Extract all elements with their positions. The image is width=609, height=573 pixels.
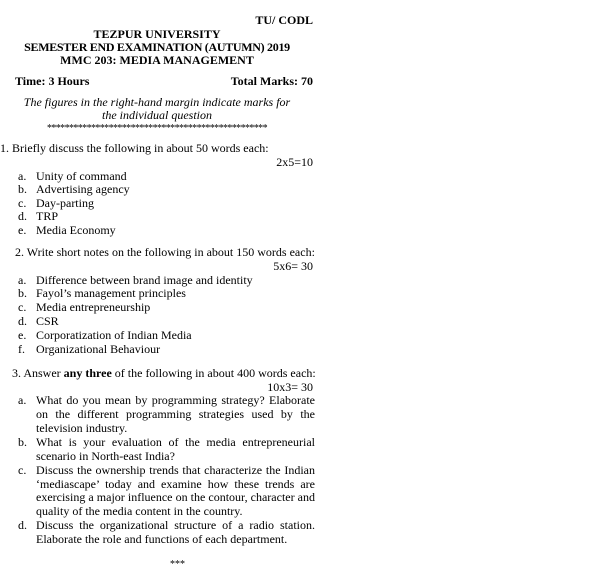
item-letter: a.: [18, 169, 27, 183]
prompt-text: of the following in about 400 words each:: [111, 366, 316, 380]
question-1-marks: 2x5=10: [276, 155, 313, 169]
total-marks: Total Marks: 70: [230, 74, 313, 88]
prompt-emphasis: any three: [63, 366, 112, 380]
item-line: Elaborate the role and functions of each department.: [36, 532, 288, 546]
list-item: Difference between brand image and identity: [36, 273, 253, 287]
question-3-prompt: [12, 366, 316, 380]
item-line: exercising a major influence on the contour, character and: [36, 490, 315, 504]
item-line: Discuss the organizational structure of a radio station.: [36, 518, 315, 532]
item-letter: a.: [18, 273, 27, 287]
list-item: Unity of command: [36, 169, 127, 183]
item-letter: a.: [18, 393, 27, 407]
item-letter: e.: [18, 223, 27, 237]
list-item: Media entrepreneurship: [36, 300, 151, 314]
item-line: What do you mean by programming strategy? Elaborate: [36, 393, 315, 407]
list-item: Corporatization of Indian Media: [36, 328, 192, 342]
exam-time: Time: 3 Hours: [15, 74, 90, 88]
institution-code: TU/ CODL: [255, 13, 313, 27]
exam-title: SEMESTER END EXAMINATION (AUTUMN) 2019: [24, 40, 290, 54]
question-2-marks: 5x6= 30: [273, 259, 313, 273]
item-letter: f.: [18, 342, 25, 356]
item-letter: d.: [18, 518, 27, 532]
item-letter: c.: [18, 300, 27, 314]
list-item: Fayol’s management principles: [36, 286, 186, 300]
item-letter: e.: [18, 328, 27, 342]
list-item: Organizational Behaviour: [36, 342, 161, 356]
item-line: ‘mediascape’ today and examine how these trends are: [36, 477, 315, 491]
university-name: TEZPUR UNIVERSITY: [93, 27, 221, 41]
item-letter: d.: [18, 314, 27, 328]
course-title: MMC 203: MEDIA MANAGEMENT: [60, 53, 254, 67]
list-item: Advertising agency: [36, 182, 130, 196]
list-item: Media Economy: [36, 223, 116, 237]
instructions-line-1: The figures in the right-hand margin indicate marks for: [23, 95, 291, 109]
list-item: Day-parting: [36, 196, 94, 210]
list-item: CSR: [36, 314, 59, 328]
item-line: What is your evaluation of the media entrepreneurial: [36, 435, 315, 449]
instructions-line-2: the individual question: [102, 108, 212, 122]
item-letter: b.: [18, 182, 27, 196]
question-1-prompt: 1. Briefly discuss the following in about 50 words each:: [0, 141, 269, 155]
item-line: on the different programming strategies used by the: [36, 407, 315, 421]
item-line: television industry.: [36, 421, 128, 435]
item-line: scenario in North-east India?: [36, 449, 175, 463]
item-line: quality of the media content in the country.: [36, 504, 243, 518]
separator: **************************************************: [46, 123, 267, 134]
item-line: Discuss the ownership trends that characterize the Indian: [36, 463, 315, 477]
list-item: TRP: [36, 209, 59, 223]
item-letter: c.: [18, 196, 27, 210]
question-3-marks: 10x3= 30: [267, 380, 313, 394]
end-mark: ***: [170, 559, 185, 570]
item-letter: d.: [18, 209, 27, 223]
question-2-prompt: 2. Write short notes on the following in about 150 words each:: [15, 245, 315, 259]
item-letter: b.: [18, 435, 27, 449]
item-letter: b.: [18, 286, 27, 300]
item-letter: c.: [18, 463, 27, 477]
prompt-text: 3. Answer: [12, 366, 64, 380]
